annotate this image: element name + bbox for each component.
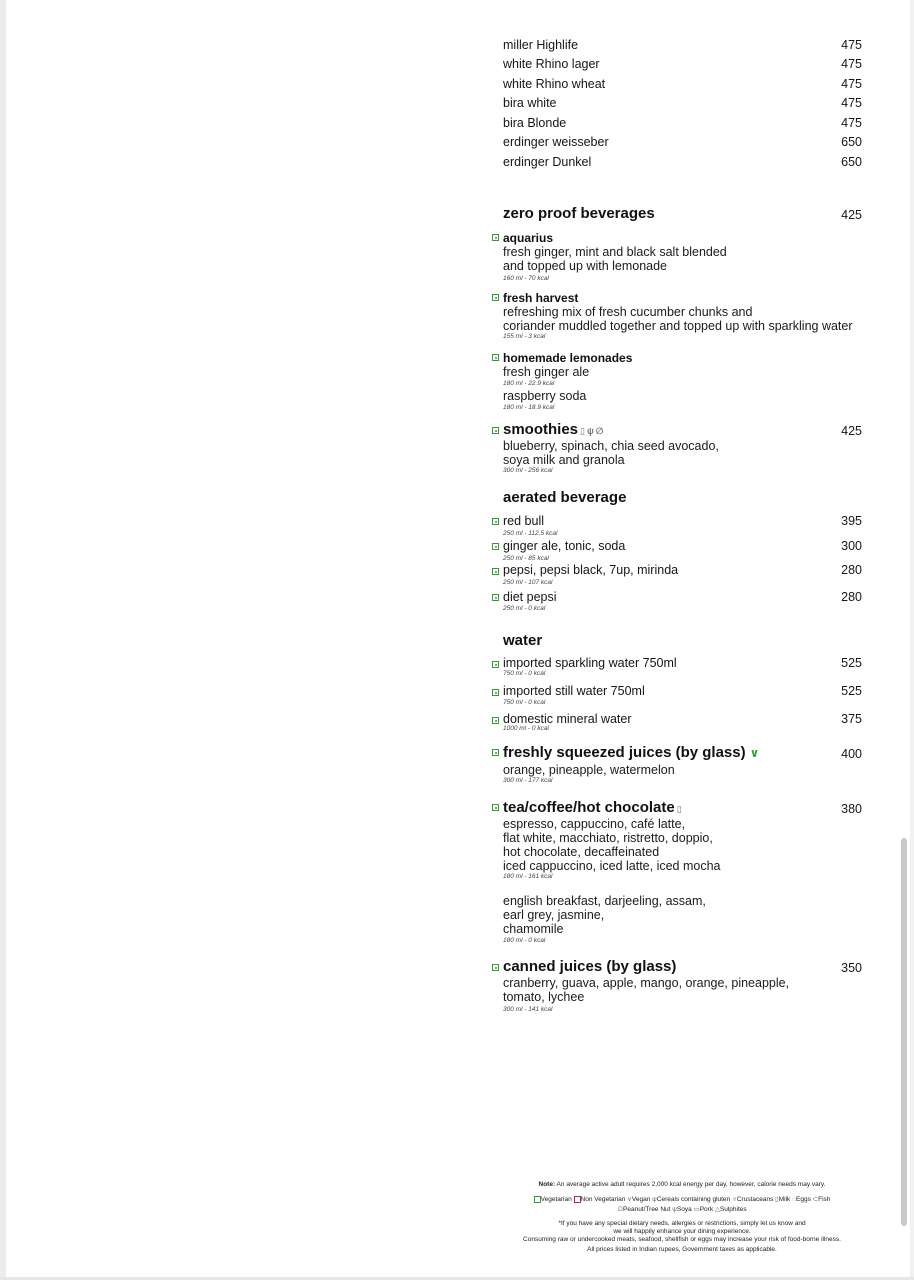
item-description: orange, pineapple, watermelon	[503, 763, 675, 777]
vegetarian-icon	[492, 234, 499, 241]
vegan-icon: ∨	[627, 1196, 632, 1204]
item-description: blueberry, spinach, chia seed avocado,	[503, 439, 719, 453]
item-title: homemade lemonades	[503, 351, 633, 365]
item-description: iced cappuccino, iced latte, iced mocha	[503, 859, 721, 873]
section-price: 400	[841, 747, 862, 761]
list-item-price: 300	[841, 539, 862, 553]
item-title: fresh harvest	[503, 291, 579, 305]
vegetarian-icon	[492, 964, 499, 971]
milk-icon: ▯	[775, 1196, 779, 1204]
vegetarian-icon	[492, 749, 499, 756]
item-kcal: 180 ml - 18.9 kcal	[503, 404, 555, 411]
list-item-name: diet pepsi	[503, 590, 557, 604]
item-kcal: 250 ml - 107 kcal	[503, 579, 553, 586]
item-kcal: 155 ml - 3 kcal	[503, 333, 546, 340]
item-kcal: 160 ml - 70 kcal	[503, 275, 549, 282]
item-description: fresh ginger ale	[503, 365, 590, 379]
item-kcal: 180 ml - 161 kcal	[503, 873, 553, 880]
note-text: An average active adult requires 2,000 kcal energy per day, however, calorie needs may vary.	[555, 1181, 826, 1188]
legend-vegan: Vegan	[631, 1196, 651, 1204]
legend-row-2	[502, 1206, 862, 1214]
scrollbar-thumb[interactable]	[901, 838, 907, 1226]
section-title: zero proof beverages	[503, 205, 655, 222]
section-title: canned juices (by glass)	[503, 958, 677, 975]
list-item-name: ginger ale, tonic, soda	[503, 539, 626, 553]
fish-icon: ⊂	[812, 1196, 819, 1204]
vegan-icon: ∨	[749, 746, 760, 760]
cereals-icon: ψ	[652, 1196, 657, 1204]
menu-footer	[502, 1181, 862, 1254]
vegetarian-icon	[492, 354, 499, 361]
soya-icon: ψ	[672, 1206, 677, 1214]
scrollbar-track[interactable]	[910, 0, 914, 1280]
item-description: hot chocolate, decaffeinated	[503, 845, 660, 859]
section-title: tea/coffee/hot chocolate	[503, 799, 675, 816]
vegetarian-icon	[492, 804, 499, 811]
list-item-price: 475	[841, 57, 862, 71]
pork-icon: ▭	[693, 1206, 700, 1214]
hot-title-row	[503, 799, 682, 816]
item-kcal: 180 ml - 0 kcal	[503, 937, 546, 944]
list-item-price: 395	[841, 514, 862, 528]
list-item-price: 525	[841, 656, 862, 670]
item-description: refreshing mix of fresh cucumber chunks and	[503, 305, 753, 319]
section-price: 380	[841, 802, 862, 816]
list-item-price: 280	[841, 590, 862, 604]
vegetarian-icon	[492, 427, 499, 434]
item-kcal: 300 ml - 177 kcal	[503, 777, 553, 784]
juices-title-row	[503, 744, 759, 761]
vegetarian-icon	[492, 594, 499, 601]
section-price: 425	[841, 208, 862, 222]
cereals-icon: ψ	[586, 426, 594, 436]
section-title: aerated beverage	[503, 489, 627, 506]
vegetarian-icon	[534, 1196, 541, 1203]
item-kcal: 180 ml - 22.9 kcal	[503, 380, 555, 387]
section-price: 350	[841, 961, 862, 975]
list-item-name: pepsi, pepsi black, 7up, mirinda	[503, 563, 679, 577]
non-vegetarian-icon	[574, 1196, 581, 1203]
item-description: fresh ginger, mint and black salt blended	[503, 245, 727, 259]
dietary-note-line-1: *If you have any special dietary needs, allergies or restrictions, simply let us know and	[558, 1220, 806, 1228]
legend-peanut: Peanut/Tree Nut	[623, 1206, 671, 1214]
legend-vegetarian: Vegetarian	[540, 1196, 572, 1204]
crustaceans-icon: ♅	[731, 1196, 737, 1204]
list-item-name: imported still water 750ml	[503, 684, 645, 698]
list-item-name: miller Highlife	[503, 38, 579, 52]
list-item-name: red bull	[503, 514, 544, 528]
list-item-price: 475	[841, 77, 862, 91]
item-description: raspberry soda	[503, 389, 587, 403]
dietary-note-line-2: we will happily enhance your dining experience.	[613, 1228, 751, 1236]
page-left-edge	[0, 0, 6, 1280]
list-item-price: 475	[841, 116, 862, 130]
eggs-icon: ◌	[792, 1196, 796, 1204]
item-kcal: 750 ml - 0 kcal	[503, 699, 546, 706]
item-description: soya milk and granola	[503, 453, 625, 467]
list-item-name: erdinger Dunkel	[503, 155, 592, 169]
vegetarian-icon	[492, 689, 499, 696]
legend-soya: Soya	[676, 1206, 692, 1214]
item-description: coriander muddled together and topped up with sparkling water	[503, 319, 853, 333]
list-item-name: erdinger weisseber	[503, 135, 609, 149]
item-title: aquarius	[503, 231, 554, 245]
section-title: water	[503, 632, 543, 649]
item-kcal: 750 ml - 0 kcal	[503, 670, 546, 677]
legend-crustaceans: Crustaceans	[736, 1196, 774, 1204]
list-item-name: bira white	[503, 96, 557, 110]
smoothies-title-row	[503, 421, 603, 438]
vegetarian-icon	[492, 717, 499, 724]
item-description: espresso, cappuccino, café latte,	[503, 817, 686, 831]
item-kcal: 300 ml - 141 kcal	[503, 1006, 553, 1013]
legend-sulphites: Sulphites	[719, 1206, 747, 1214]
list-item-name: white Rhino lager	[503, 57, 600, 71]
milk-icon: ▯	[676, 804, 682, 814]
item-description: and topped up with lemonade	[503, 259, 668, 273]
peanut-icon: ∅	[617, 1206, 624, 1214]
item-description: chamomile	[503, 922, 564, 936]
item-description: english breakfast, darjeeling, assam,	[503, 894, 706, 908]
list-item-price: 375	[841, 712, 862, 726]
legend-eggs: Eggs	[796, 1196, 811, 1204]
list-item-price: 650	[841, 135, 862, 149]
list-item-name: domestic mineral water	[503, 712, 632, 726]
list-item-price: 475	[841, 38, 862, 52]
item-kcal: 250 ml - 112.5 kcal	[503, 530, 558, 537]
legend-row-1	[502, 1196, 862, 1204]
section-title: smoothies	[503, 421, 579, 438]
vegetarian-icon	[492, 294, 499, 301]
raw-food-warning: Consuming raw or undercooked meats, seafood, shellfish or eggs may increase your risk of food-borne illness.	[523, 1236, 841, 1244]
vegetarian-icon	[492, 518, 499, 525]
vegetarian-icon	[492, 661, 499, 668]
legend-cereals: Cereals containing gluten	[656, 1196, 731, 1204]
item-description: flat white, macchiato, ristretto, doppio,	[503, 831, 713, 845]
legend-pork: Pork	[699, 1206, 714, 1214]
legend-non-vegetarian: Non Vegetarian	[580, 1196, 626, 1204]
note-label: Note:	[538, 1181, 556, 1188]
legend-milk: Milk	[778, 1196, 791, 1204]
list-item-name: imported sparkling water 750ml	[503, 656, 677, 670]
item-description: earl grey, jasmine,	[503, 908, 605, 922]
list-item-price: 475	[841, 96, 862, 110]
section-title: freshly squeezed juices (by glass)	[503, 744, 746, 761]
item-kcal: 250 ml - 85 kcal	[503, 555, 549, 562]
list-item-name: bira Blonde	[503, 116, 567, 130]
prices-note: All prices listed in Indian rupees, Government taxes as applicable.	[587, 1246, 777, 1254]
footer-note	[502, 1181, 862, 1189]
list-item-price: 525	[841, 684, 862, 698]
list-item-price: 280	[841, 563, 862, 577]
section-price: 425	[841, 424, 862, 438]
list-item-name: white Rhino wheat	[503, 77, 606, 91]
peanut-icon: ∅	[595, 426, 604, 436]
milk-icon: ▯	[580, 426, 585, 436]
item-kcal: 1000 ml - 0 kcal	[503, 725, 549, 732]
vegetarian-icon	[492, 543, 499, 550]
item-kcal: 250 ml - 0 kcal	[503, 605, 546, 612]
item-description: tomato, lychee	[503, 990, 585, 1004]
item-kcal: 300 ml - 256 kcal	[503, 467, 553, 474]
sulphites-icon: △	[714, 1206, 720, 1214]
vegetarian-icon	[492, 568, 499, 575]
item-description: cranberry, guava, apple, mango, orange, pineapple,	[503, 976, 790, 990]
legend-fish: Fish	[818, 1196, 831, 1204]
list-item-price: 650	[841, 155, 862, 169]
